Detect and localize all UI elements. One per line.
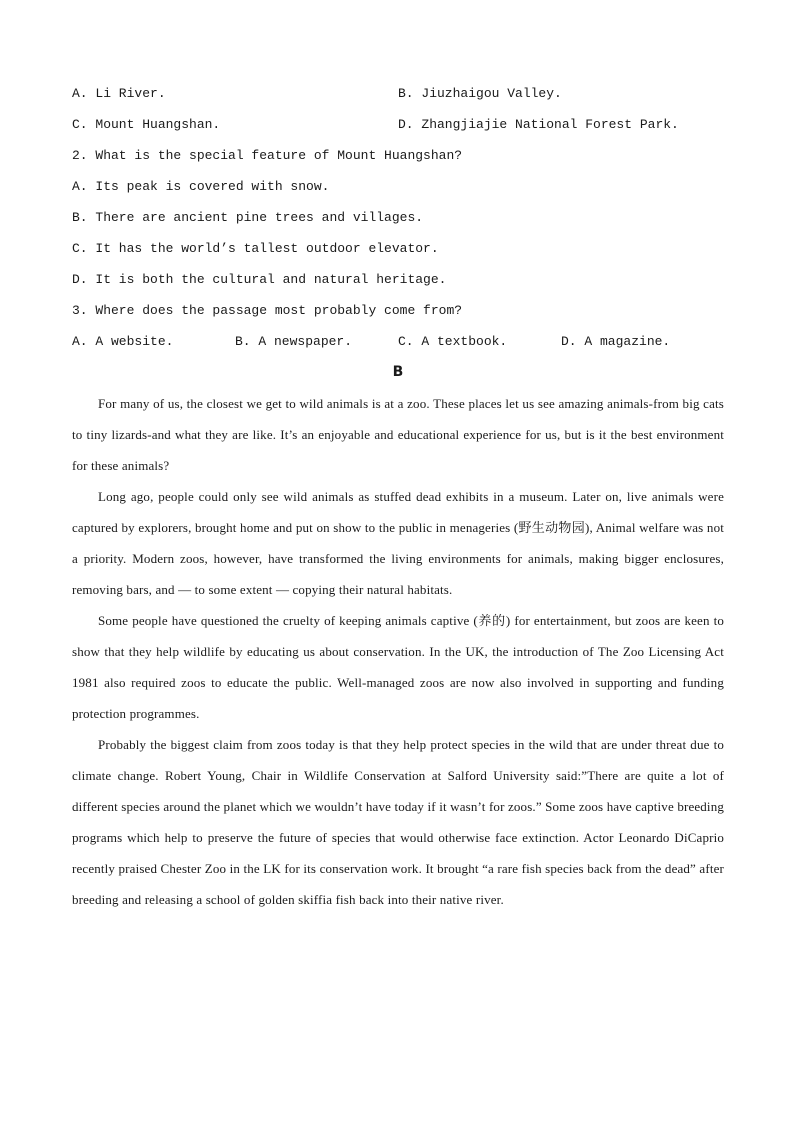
q1-option-c: C. Mount Huangshan. — [72, 117, 221, 132]
q2-option-c: C. It has the world’s tallest outdoor elevator. — [72, 241, 439, 256]
q1-option-d: D. Zhangjiajie National Forest Park. — [398, 117, 679, 132]
q2-option-d: D. It is both the cultural and natural heritage. — [72, 272, 447, 287]
q1-option-a: A. Li River. — [72, 86, 166, 101]
q1-options-row-1 — [72, 78, 724, 109]
q2-option-b: B. There are ancient pine trees and villages. — [72, 210, 424, 225]
q2-option-a: A. Its peak is covered with snow. — [72, 179, 330, 194]
q3-option-a: A. A website. — [72, 334, 174, 349]
passage-paragraph-4: Probably the biggest claim from zoos today is that they help protect species in the wild that are under threat due to climate change. Robert Young, Chair in Wildlife Conservation at Salford University said:”There are quite a lot of different species around the planet which we wouldn’t have today if it wasn’t for zoos.” Some zoos have captive breeding programs which help to preserve the future of species that would otherwise face extinction. Actor Leonardo DiCaprio recently praised Chester Zoo in the LK for its conservation work. It brought “a rare fish species back from the dead” after breeding and releasing a school of golden skiffia fish back into their native river. — [72, 737, 724, 907]
passage-paragraph-3: Some people have questioned the cruelty of keeping animals captive (养的) for entertainment, but zoos are keen to show that they help wildlife by educating us about conservation. In the UK, the introduction of The Zoo Licensing Act 1981 also required zoos to educate the public. Well-managed zoos are now also involved in supporting and funding protection programmes. — [72, 613, 724, 721]
q3-options-row — [72, 326, 724, 357]
q3-option-b: B. A newspaper. — [235, 334, 353, 349]
q1-option-b: B. Jiuzhaigou Valley. — [398, 86, 562, 101]
q2-question: 2. What is the special feature of Mount Huangshan? — [72, 148, 463, 163]
q3-question: 3. Where does the passage most probably come from? — [72, 303, 463, 318]
passage-paragraph-1: For many of us, the closest we get to wild animals is at a zoo. These places let us see amazing animals-from big cats to tiny lizards-and what they are like. It’s an enjoyable and educational experience for us, but is it the best environment for these animals? — [72, 396, 724, 473]
section-b-title: B — [392, 364, 404, 380]
passage-paragraph-2: Long ago, people could only see wild animals as stuffed dead exhibits in a museum. Later on, live animals were captured by explorers, brought home and put on show to the public in menageries (野生动物园), Animal welfare was not a priority. Modern zoos, however, have transformed the living environments for animals, making bigger enclosures, removing bars, and — to some extent — copying their natural habitats. — [72, 489, 724, 597]
q3-option-c: C. A textbook. — [398, 334, 508, 349]
q1-options-row-2 — [72, 109, 724, 140]
q3-option-d: D. A magazine. — [561, 334, 671, 349]
document-page — [72, 78, 724, 915]
